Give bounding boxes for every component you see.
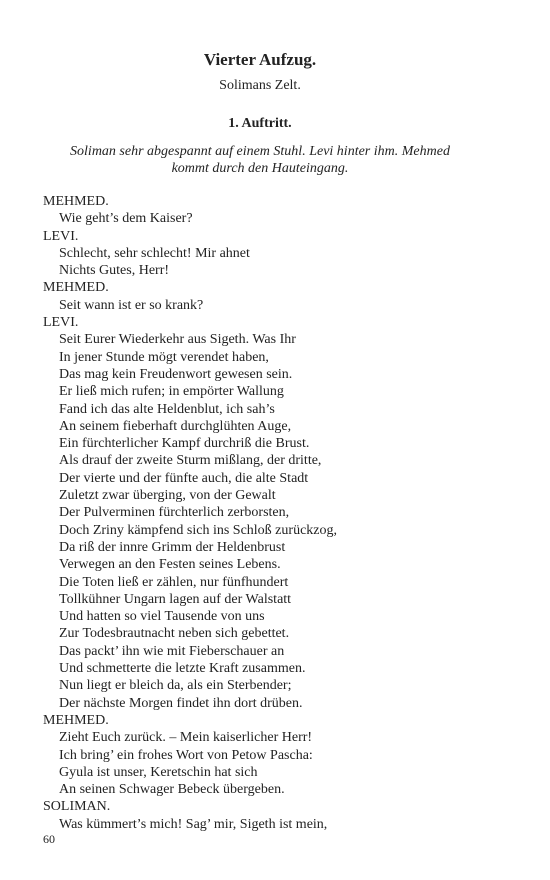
verse-line: Da riß der innre Grimm der Heldenbrust xyxy=(59,539,286,555)
verse-line: Das packt’ ihn wie mit Fieberschauer an xyxy=(59,643,285,659)
verse-line: Der Pulverminen fürchterlich zerborsten, xyxy=(59,505,290,521)
verse-line: An seinem fieberhaft durchglühten Auge, xyxy=(59,418,292,434)
verse-line: Zur Todesbrautnacht neben sich gebettet. xyxy=(59,626,290,642)
verse-line: Doch Zriny kämpfend sich ins Schloß zurückzog, xyxy=(59,522,337,538)
stage-direction: Soliman sehr abgespannt auf einem Stuhl. Levi hinter ihm. Mehmed kommt durch den Hauteingang. xyxy=(70,144,450,176)
verse-line: Das mag kein Freudenwort gewesen sein. xyxy=(59,366,293,382)
verse-line: Und schmetterte die letzte Kraft zusammen. xyxy=(59,661,306,677)
scene-number: 1. Auftritt. xyxy=(228,116,292,131)
verse-line: Seit wann ist er so krank? xyxy=(59,297,204,313)
verse-line: Seit Eurer Wiederkehr aus Sigeth. Was Ihr xyxy=(59,332,296,348)
verse-line: Ein fürchterlicher Kampf durchriß die Brust. xyxy=(59,436,310,452)
verse-line: Zuletzt zwar überging, von der Gewalt xyxy=(59,488,276,504)
verse-line: Schlecht, sehr schlecht! Mir ahnet xyxy=(59,245,250,261)
speaker-name: MEHMED. xyxy=(43,712,109,728)
verse-line: Der nächste Morgen findet ihn dort drüben. xyxy=(59,695,303,711)
page-number: 60 xyxy=(43,832,55,846)
verse-line: Was kümmert’s mich! Sag’ mir, Sigeth ist mein, xyxy=(59,816,328,832)
verse-line: Nichts Gutes, Herr! xyxy=(59,263,170,279)
speaker-name: MEHMED. xyxy=(43,194,109,209)
speaker-name: LEVI. xyxy=(43,228,79,244)
scene-setting: Solimans Zelt. xyxy=(219,78,301,93)
verse-line: In jener Stunde mögt verendet haben, xyxy=(59,349,269,365)
verse-line: Fand ich das alte Heldenblut, ich sah’s xyxy=(59,401,275,417)
speaker-name: MEHMED. xyxy=(43,280,109,296)
verse-line: Ich bring’ ein frohes Wort von Petow Pascha: xyxy=(59,747,313,763)
dialogue-block xyxy=(43,193,513,833)
verse-line: Und hatten so viel Tausende von uns xyxy=(59,609,265,625)
verse-line: Die Toten ließ er zählen, nur fünfhundert xyxy=(59,574,289,590)
verse-line: Wie geht’s dem Kaiser? xyxy=(59,211,193,227)
verse-line: Als drauf der zweite Sturm mißlang, der dritte, xyxy=(59,453,322,469)
verse-line: Verwegen an den Festen seines Lebens. xyxy=(59,557,281,573)
act-title: Vierter Aufzug. xyxy=(203,50,317,69)
speaker-name: SOLIMAN. xyxy=(43,799,111,815)
speaker-name: LEVI. xyxy=(43,315,79,331)
verse-line: An seinen Schwager Bebeck übergeben. xyxy=(59,782,285,798)
verse-line: Zieht Euch zurück. – Mein kaiserlicher Herr! xyxy=(59,730,313,746)
verse-line: Gyula ist unser, Keretschin hat sich xyxy=(59,764,258,780)
verse-line: Er ließ mich rufen; in empörter Wallung xyxy=(59,384,284,400)
verse-line: Der vierte und der fünfte auch, die alte Stadt xyxy=(59,470,309,486)
verse-line: Nun liegt er bleich da, als ein Sterbender; xyxy=(59,678,292,694)
verse-line: Tollkühner Ungarn lagen auf der Walstatt xyxy=(59,591,292,607)
